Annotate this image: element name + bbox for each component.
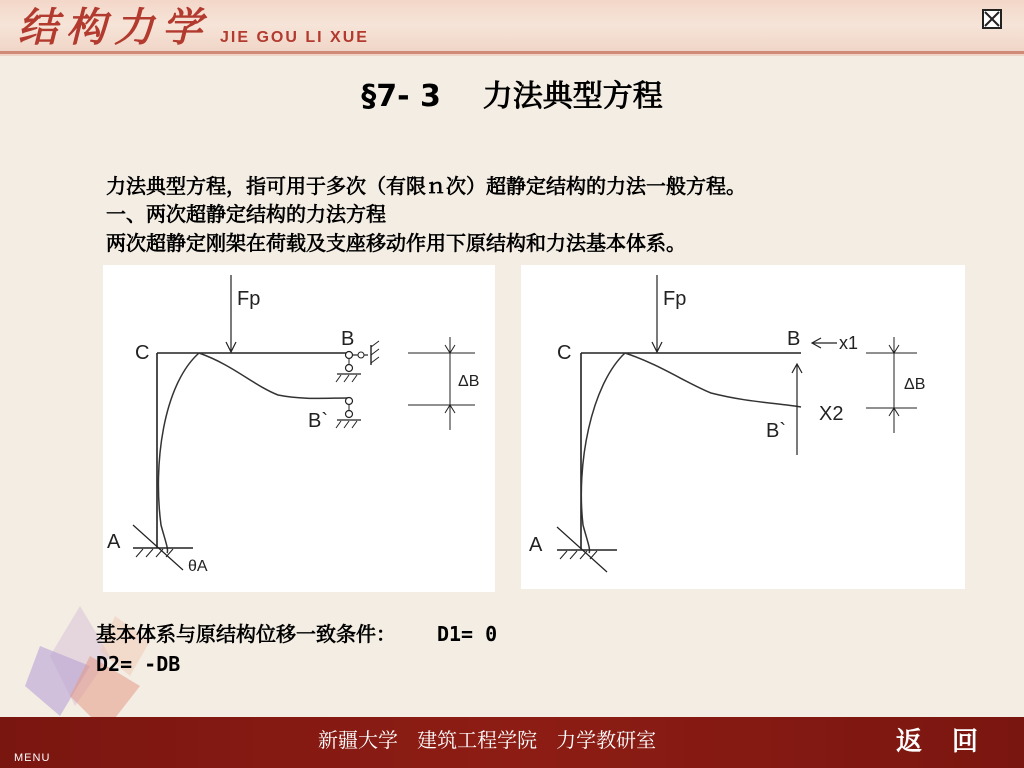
x2-label: X2 — [819, 403, 844, 425]
condition-line-2 — [96, 650, 180, 678]
displacement-label: ΔB — [904, 376, 926, 393]
node-b-prime-label: B` — [766, 420, 786, 442]
x1-label: x1 — [839, 333, 859, 353]
intro-paragraph: 力法典型方程，指可用于多次（有限ｎ次）超静定结构的力法一般方程。 — [106, 174, 746, 198]
brand-title-chinese: 结构力学 — [18, 4, 210, 51]
original-structure-figure — [103, 265, 495, 592]
displacement-label: ΔB — [458, 373, 480, 390]
description-paragraph: 两次超静定刚架在荷载及支座移动作用下原结构和力法基本体系。 — [106, 231, 686, 255]
footer-institution: 新疆大学 建筑工程学院 力学教研室 — [318, 728, 657, 752]
node-c-label: C — [557, 342, 572, 364]
node-b-prime-label: B` — [308, 410, 328, 432]
node-b-label: B — [787, 328, 801, 350]
node-a-label: A — [107, 531, 121, 553]
brand-title-pinyin: JIE GOU LI XUE — [220, 29, 369, 46]
node-a-label: A — [529, 534, 543, 556]
menu-button[interactable]: MENU — [14, 752, 51, 764]
close-icon[interactable] — [982, 9, 1002, 29]
condition-2: D2= -DB — [96, 652, 181, 676]
rotation-label: θA — [188, 558, 208, 575]
node-c-label: C — [135, 342, 150, 364]
load-label: Fp — [663, 288, 687, 310]
condition-label: 基本体系与原结构位移一致条件： — [96, 622, 396, 646]
condition-line-1 — [96, 620, 497, 648]
node-b-label: B — [341, 328, 355, 350]
condition-1: D1= 0 — [436, 622, 498, 646]
header-divider — [0, 51, 1024, 54]
section-heading: 一、两次超静定结构的力法方程 — [106, 202, 386, 226]
back-button[interactable]: 返回 — [896, 727, 1009, 757]
page-title: §7- 3 力法典型方程 — [361, 79, 663, 114]
basic-system-figure — [521, 265, 965, 589]
load-label: Fp — [237, 288, 261, 310]
